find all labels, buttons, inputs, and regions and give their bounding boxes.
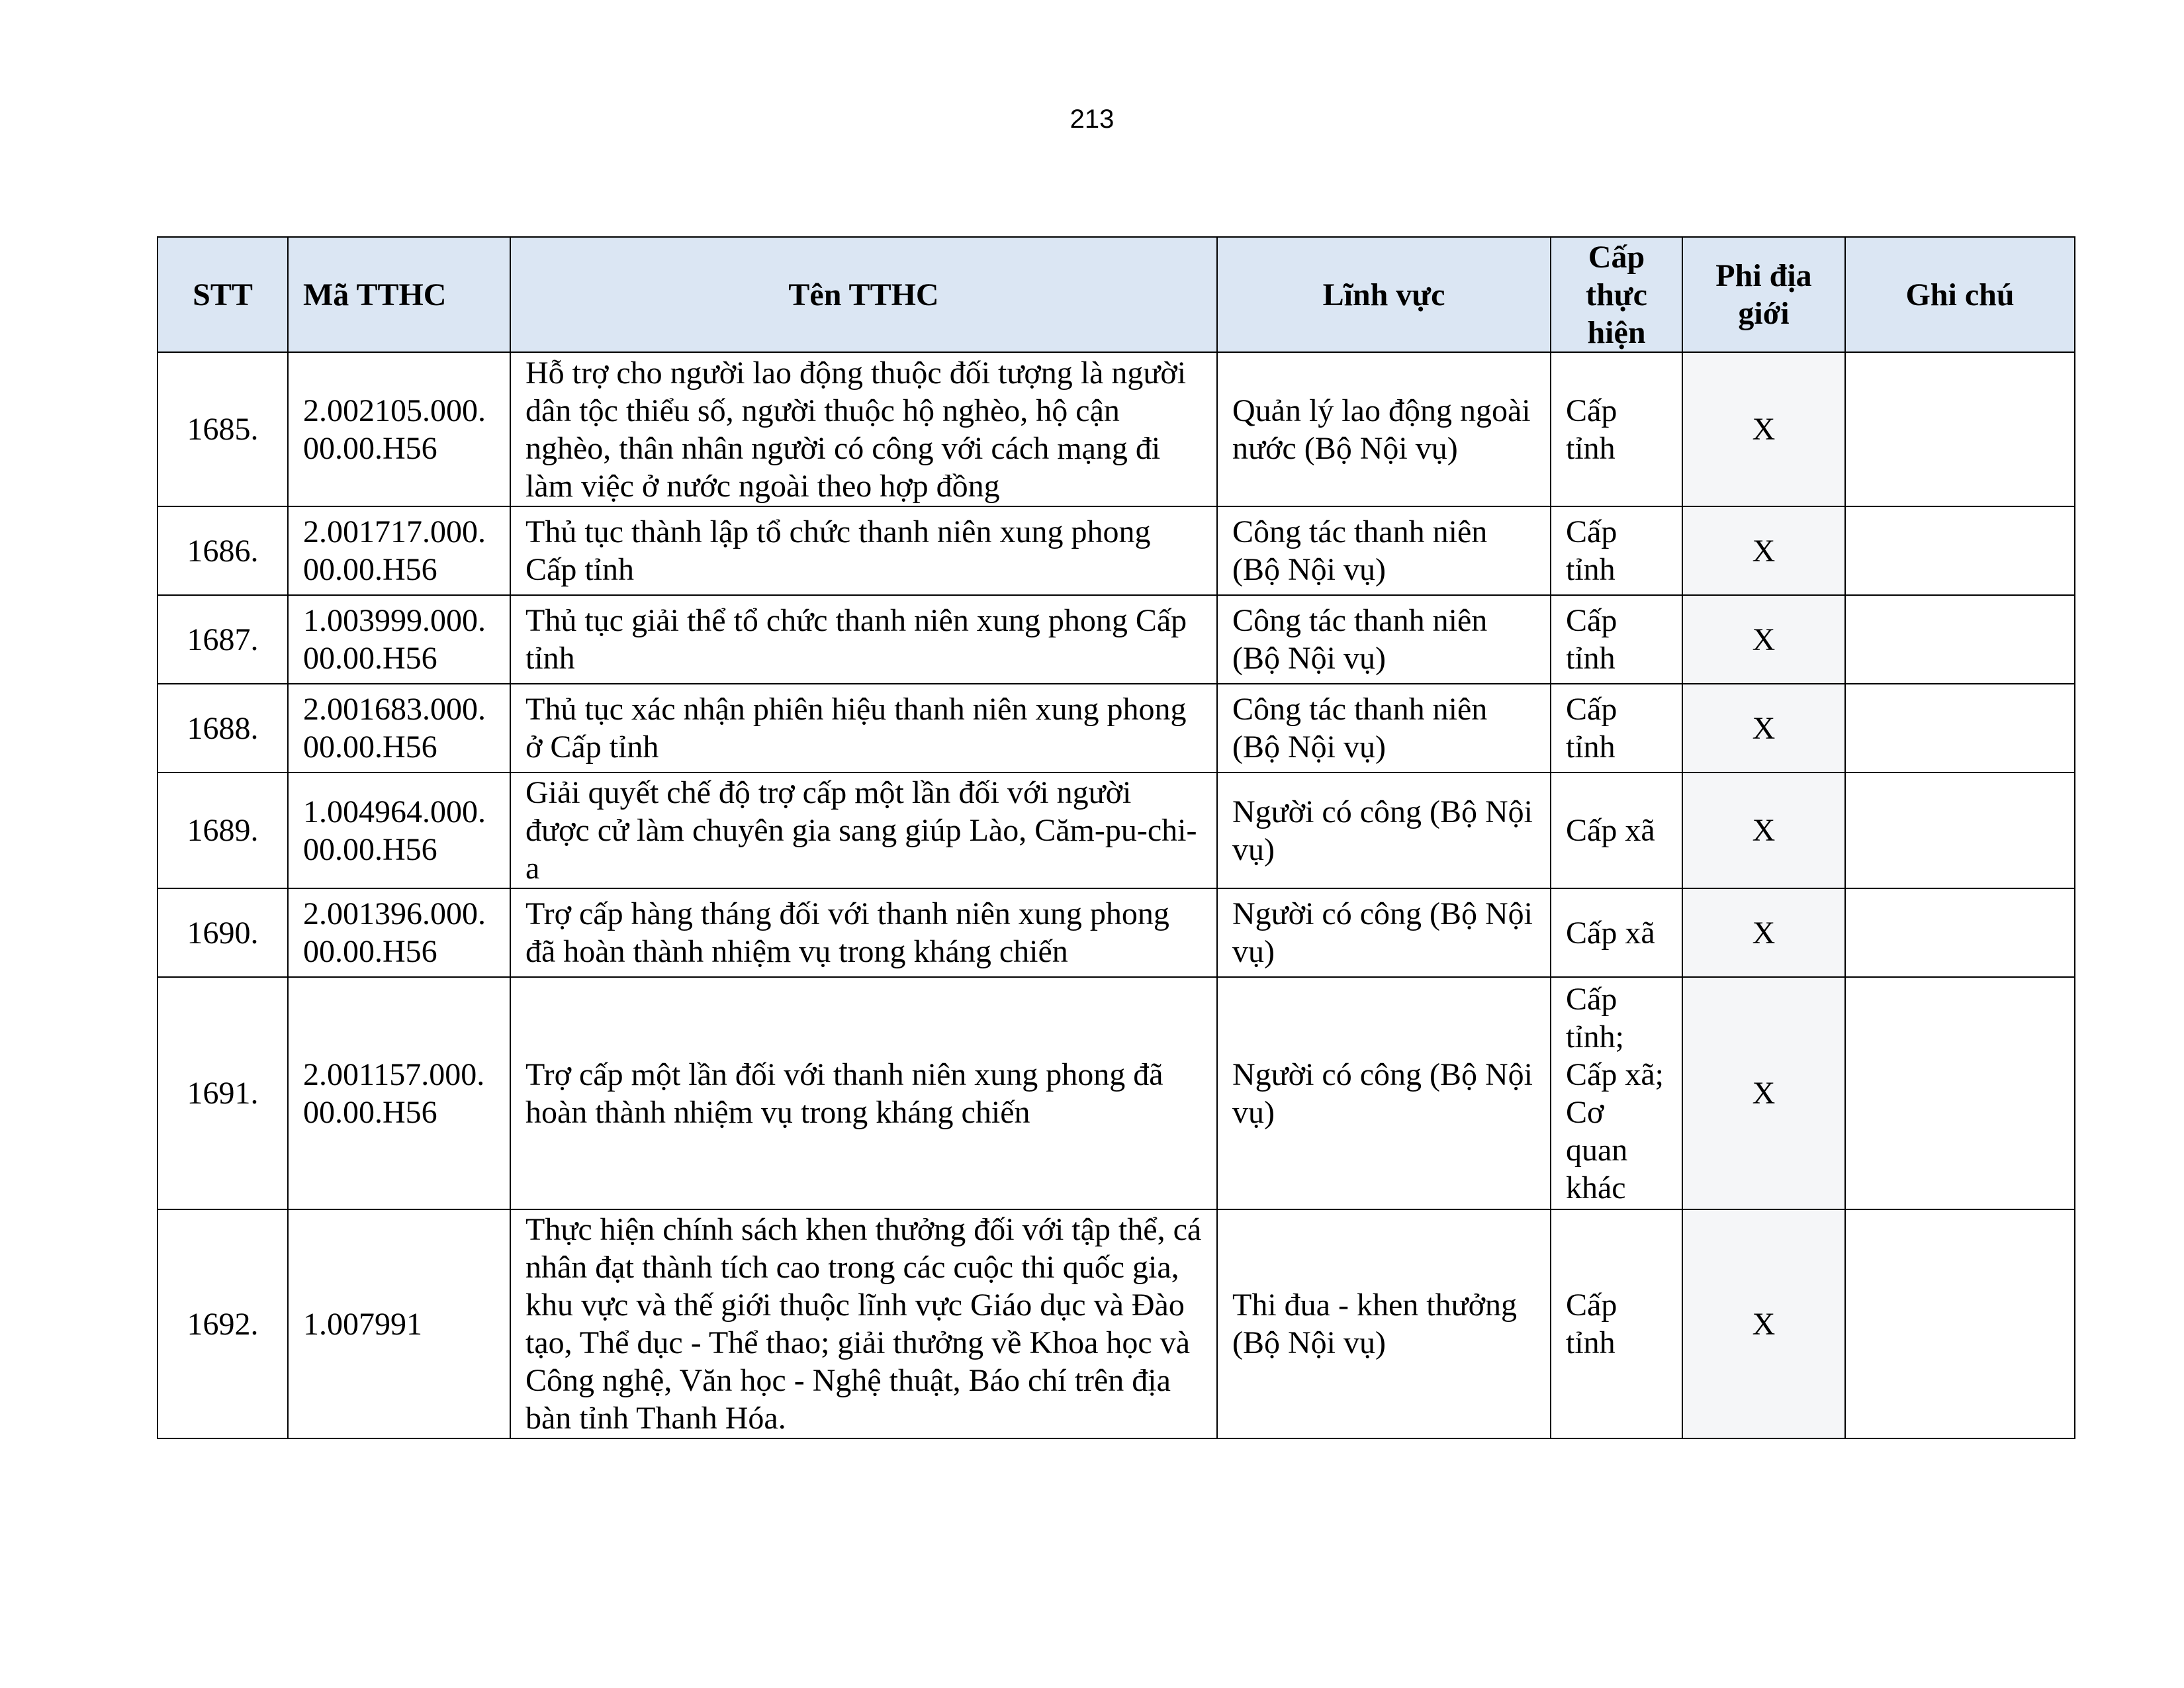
tthc-table [157, 236, 2075, 1439]
cell-ghi-chu [1845, 773, 2075, 888]
table-row [158, 888, 2075, 977]
cell-linh-vuc: Người có công (Bộ Nội vụ) [1217, 977, 1551, 1209]
cell-ghi-chu [1845, 977, 2075, 1209]
page-number: 213 [1069, 105, 1115, 134]
header-cap-thuc-hien: Cấp thực hiện [1551, 237, 1682, 352]
header-ten-tthc: Tên TTHC [510, 237, 1217, 352]
table-row [158, 352, 2075, 506]
header-ghi-chu: Ghi chú [1845, 237, 2075, 352]
cell-linh-vuc: Công tác thanh niên (Bộ Nội vụ) [1217, 506, 1551, 595]
header-stt: STT [158, 237, 288, 352]
cell-ghi-chu [1845, 595, 2075, 684]
cell-ma-tthc: 2.002105.000.00.00.H56 [288, 352, 510, 506]
cell-ghi-chu [1845, 1209, 2075, 1438]
cell-ma-tthc: 2.001683.000.00.00.H56 [288, 684, 510, 773]
cell-ma-tthc: 1.007991 [288, 1209, 510, 1438]
cell-phi-dia-gioi: X [1682, 506, 1845, 595]
cell-ghi-chu [1845, 888, 2075, 977]
cell-cap-thuc-hien: Cấp xã [1551, 773, 1682, 888]
table-row [158, 595, 2075, 684]
cell-ma-tthc: 2.001157.000.00.00.H56 [288, 977, 510, 1209]
cell-ten-tthc: Thực hiện chính sách khen thưởng đối với tập thể, cá nhân đạt thành tích cao trong các cuộc thi quốc gia, khu vực và thế giới thuộc lĩnh vực Giáo dục và Đào tạo, Thể dục - Thể thao; giải thưởng về Khoa học và Công nghệ, Văn học - Nghệ thuật, Báo chí trên địa bàn tỉnh Thanh Hóa. [510, 1209, 1217, 1438]
cell-linh-vuc: Người có công (Bộ Nội vụ) [1217, 888, 1551, 977]
header-phi-dia-gioi: Phi địa giới [1682, 237, 1845, 352]
cell-cap-thuc-hien: Cấp xã [1551, 888, 1682, 977]
cell-linh-vuc: Người có công (Bộ Nội vụ) [1217, 773, 1551, 888]
table-row [158, 977, 2075, 1209]
cell-phi-dia-gioi: X [1682, 1209, 1845, 1438]
cell-ma-tthc: 2.001717.000.00.00.H56 [288, 506, 510, 595]
table-header [158, 237, 2075, 352]
cell-ma-tthc: 1.003999.000.00.00.H56 [288, 595, 510, 684]
cell-stt: 1692. [158, 1209, 288, 1438]
cell-stt: 1687. [158, 595, 288, 684]
table-row [158, 506, 2075, 595]
cell-ghi-chu [1845, 352, 2075, 506]
cell-ma-tthc: 2.001396.000.00.00.H56 [288, 888, 510, 977]
cell-phi-dia-gioi: X [1682, 888, 1845, 977]
cell-cap-thuc-hien: Cấp tỉnh [1551, 352, 1682, 506]
cell-phi-dia-gioi: X [1682, 773, 1845, 888]
cell-ten-tthc: Thủ tục thành lập tổ chức thanh niên xung phong Cấp tỉnh [510, 506, 1217, 595]
cell-cap-thuc-hien: Cấp tỉnh [1551, 684, 1682, 773]
cell-ten-tthc: Trợ cấp một lần đối với thanh niên xung phong đã hoàn thành nhiệm vụ trong kháng chiến [510, 977, 1217, 1209]
header-linh-vuc: Lĩnh vực [1217, 237, 1551, 352]
table-body [158, 352, 2075, 1438]
cell-stt: 1686. [158, 506, 288, 595]
cell-linh-vuc: Công tác thanh niên (Bộ Nội vụ) [1217, 684, 1551, 773]
cell-phi-dia-gioi: X [1682, 595, 1845, 684]
cell-linh-vuc: Quản lý lao động ngoài nước (Bộ Nội vụ) [1217, 352, 1551, 506]
table-row [158, 1209, 2075, 1438]
header-ma-tthc: Mã TTHC [288, 237, 510, 352]
cell-stt: 1689. [158, 773, 288, 888]
cell-ten-tthc: Giải quyết chế độ trợ cấp một lần đối với người được cử làm chuyên gia sang giúp Lào, Căm-pu-chi-a [510, 773, 1217, 888]
cell-linh-vuc: Thi đua - khen thưởng (Bộ Nội vụ) [1217, 1209, 1551, 1438]
cell-phi-dia-gioi: X [1682, 352, 1845, 506]
cell-stt: 1685. [158, 352, 288, 506]
cell-stt: 1690. [158, 888, 288, 977]
cell-linh-vuc: Công tác thanh niên (Bộ Nội vụ) [1217, 595, 1551, 684]
cell-phi-dia-gioi: X [1682, 977, 1845, 1209]
cell-cap-thuc-hien: Cấp tỉnh [1551, 1209, 1682, 1438]
cell-phi-dia-gioi: X [1682, 684, 1845, 773]
cell-stt: 1688. [158, 684, 288, 773]
cell-cap-thuc-hien: Cấp tỉnh [1551, 595, 1682, 684]
header-row [158, 237, 2075, 352]
cell-ghi-chu [1845, 684, 2075, 773]
cell-cap-thuc-hien: Cấp tỉnh [1551, 506, 1682, 595]
cell-cap-thuc-hien: Cấp tỉnh; Cấp xã; Cơ quan khác [1551, 977, 1682, 1209]
cell-ten-tthc: Trợ cấp hàng tháng đối với thanh niên xung phong đã hoàn thành nhiệm vụ trong kháng chiến [510, 888, 1217, 977]
cell-ten-tthc: Hỗ trợ cho người lao động thuộc đối tượng là người dân tộc thiểu số, người thuộc hộ nghèo, hộ cận nghèo, thân nhân người có công với cách mạng đi làm việc ở nước ngoài theo hợp đồng [510, 352, 1217, 506]
cell-ghi-chu [1845, 506, 2075, 595]
cell-ma-tthc: 1.004964.000.00.00.H56 [288, 773, 510, 888]
cell-ten-tthc: Thủ tục xác nhận phiên hiệu thanh niên xung phong ở Cấp tỉnh [510, 684, 1217, 773]
table-row [158, 773, 2075, 888]
cell-stt: 1691. [158, 977, 288, 1209]
table-row [158, 684, 2075, 773]
cell-ten-tthc: Thủ tục giải thể tổ chức thanh niên xung phong Cấp tỉnh [510, 595, 1217, 684]
